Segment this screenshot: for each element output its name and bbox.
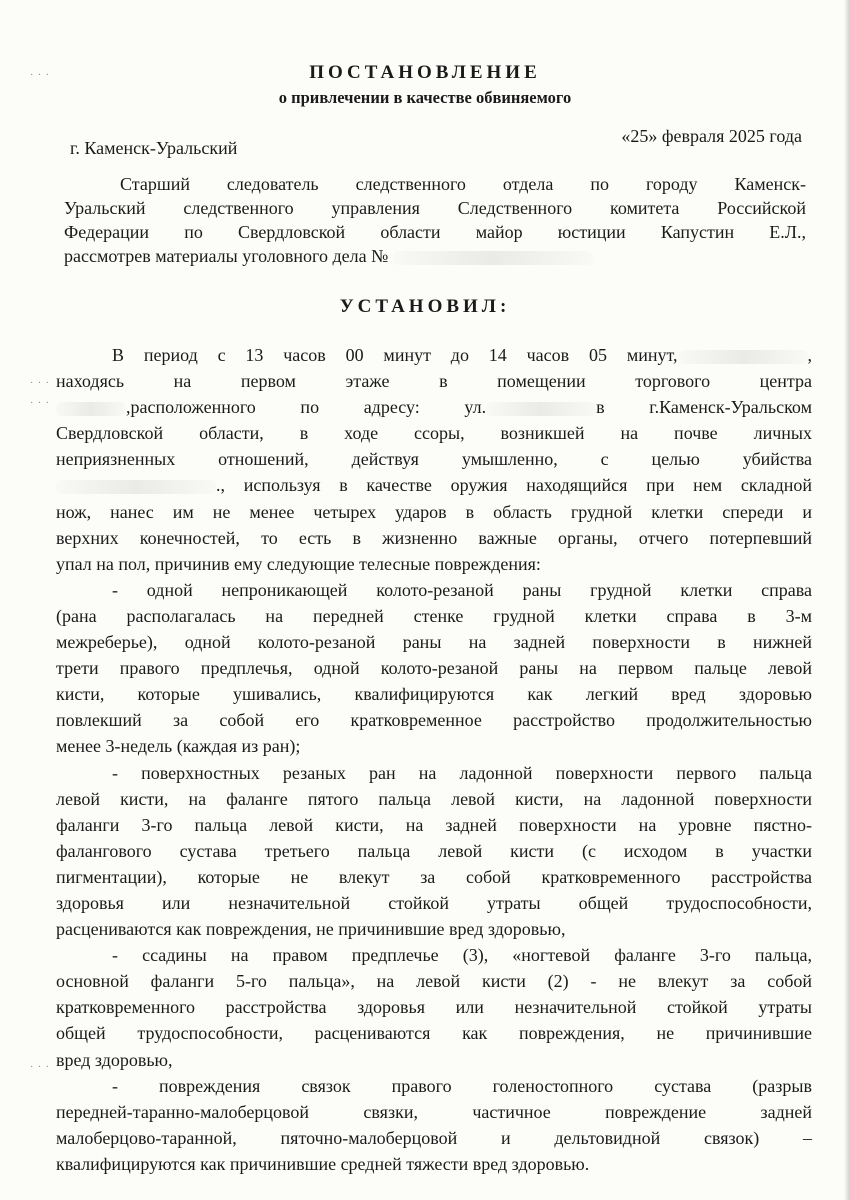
text-line: расцениваются как повреждения, не причинившие вред здоровью, xyxy=(56,919,566,940)
text-line: пигментации), которые не влекут за собой кратковременного расстройства xyxy=(56,866,812,887)
text-line: повлекший за собой его кратковременное расстройство продолжительностью xyxy=(56,710,812,731)
scan-artifact: · · · xyxy=(30,378,50,389)
intro-paragraph xyxy=(64,172,806,268)
text-line-content: в г.Каменск-Уральском xyxy=(596,397,812,418)
text-line xyxy=(64,244,806,268)
text-line: - ссадины на правом предплечье (3), «ногтевой фаланге 3-го пальца, xyxy=(112,945,812,966)
text-line: менее 3-недель (каждая из ран); xyxy=(56,736,301,757)
text-line: фаланги 3-го пальца левой кисти, на задней поверхности на уровне пястно- xyxy=(56,814,812,835)
text-line: верхних конечностей, то есть в жизненно важные органы, отчего потерпевший xyxy=(56,527,812,548)
document-date: «25» февраля 2025 года xyxy=(621,126,802,146)
text-line: находясь на первом этаже в помещении торгового центра xyxy=(56,371,812,392)
text-line: - повреждения связок правого голеностопного сустава (разрыв xyxy=(112,1075,812,1096)
redacted-name xyxy=(56,480,216,494)
text-line: неприязненных отношений, действуя умышленно, с целью убийства xyxy=(56,449,812,470)
text-line: межреберье), одной колото-резаной раны на задней поверхности в нижней xyxy=(56,632,812,653)
scan-artifact: · · · xyxy=(30,1062,50,1073)
text-line-content: ., используя в качестве оружия находящийся при нем складной xyxy=(216,475,812,496)
text-line xyxy=(56,342,812,368)
text-line-content: ,расположенного по адресу: ул. xyxy=(126,397,487,418)
text-line: передней-таранно-малоберцовой связки, частичное повреждение задней xyxy=(56,1101,812,1122)
redacted-name xyxy=(56,402,126,416)
text-line: кратковременного расстройства здоровья или незначительной стойкой утраты xyxy=(56,997,812,1018)
text-line: Уральский следственного управления Следственного комитета Российской xyxy=(64,198,806,218)
text-line: квалифицируются как причинившие средней тяжести вред здоровью. xyxy=(56,1153,590,1174)
body-text xyxy=(56,342,812,1177)
text-line: вред здоровью, xyxy=(56,1049,173,1070)
text-line: упал на пол, причинив ему следующие телесные повреждения: xyxy=(56,553,541,574)
text-line: нож, нанес им не менее четырех ударов в область грудной клетки спереди и xyxy=(56,501,812,522)
document-subtitle: о привлечении в качестве обвиняемого xyxy=(278,88,572,107)
scan-artifact: · · · xyxy=(30,70,50,81)
redacted-address xyxy=(486,402,596,416)
text-line: - одной непроникающей колото-резаной раны грудной клетки справа xyxy=(112,579,812,600)
text-line: малоберцово-таранной, пяточно-малоберцовой и дельтовидной связок) – xyxy=(56,1127,812,1148)
text-line-content: В период с 13 часов 00 минут до 14 часов 05 минут, xyxy=(112,345,678,365)
text-line: кисти, которые ушивались, квалифицируются как легкий вред здоровью xyxy=(56,684,812,705)
text-line: фалангового сустава третьего пальца левой кисти (с исходом в участки xyxy=(56,840,812,861)
text-line: - поверхностных резаных ран на ладонной поверхности первого пальца xyxy=(112,762,812,783)
redacted-case-number xyxy=(393,251,593,265)
text-comma: , xyxy=(807,345,812,365)
text-line: левой кисти, на фаланге пятого пальца левой кисти, на ладонной поверхности xyxy=(56,788,812,809)
text-line: здоровья или незначительной стойкой утраты общей трудоспособности, xyxy=(56,892,812,913)
text-line: (рана располагалась на передней стенке грудной клетки справа в 3-м xyxy=(56,605,812,626)
section-heading: УСТАНОВИЛ: xyxy=(339,296,511,317)
document-city: г. Каменск-Уральский xyxy=(70,138,238,158)
text-line: Старший следователь следственного отдела по городу Каменск- xyxy=(120,174,806,194)
redacted-name xyxy=(678,350,808,364)
text-line: общей трудоспособности, расцениваются как повреждения, не причинившие xyxy=(56,1023,812,1044)
scan-artifact: · · · xyxy=(30,398,50,409)
text-line: трети правого предплечья, одной колото-резаной раны на первом пальце левой xyxy=(56,658,812,679)
text-line: Федерации по Свердловской области майор юстиции Капустин Е.Л., xyxy=(64,222,806,242)
text-line xyxy=(56,472,812,498)
text-line-content: рассмотрев материалы уголовного дела № xyxy=(64,246,389,266)
document-title: ПОСТАНОВЛЕНИЕ xyxy=(309,62,541,83)
text-line xyxy=(56,394,812,420)
text-line: основной фаланги 5-го пальца», на левой кисти (2) - не влекут за собой xyxy=(56,971,812,992)
text-line: Свердловской области, в ходе ссоры, возникшей на почве личных xyxy=(56,423,812,444)
